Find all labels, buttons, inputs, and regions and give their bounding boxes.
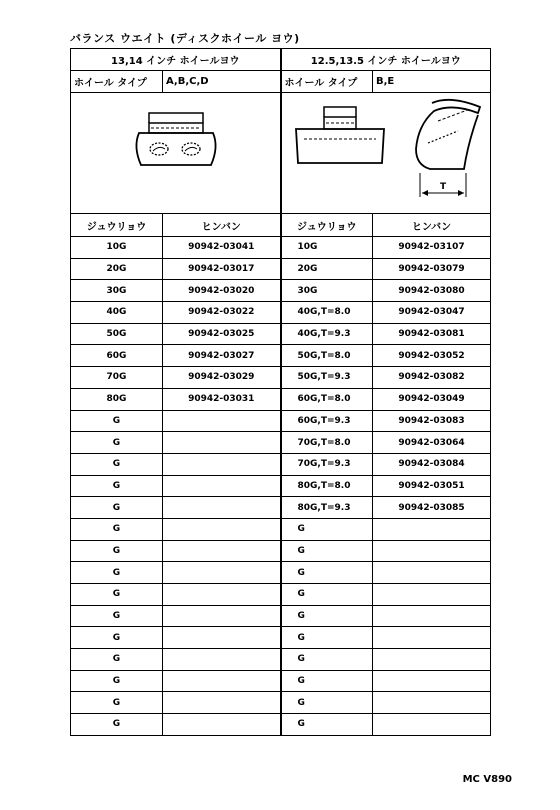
right-weight-cell: G xyxy=(281,584,373,606)
right-weight-cell: 70G,T=9.3 xyxy=(281,453,373,475)
right-weight-cell: G xyxy=(281,670,373,692)
right-weight-cell: 50G,T=9.3 xyxy=(281,367,373,389)
left-weight-cell: G xyxy=(71,562,163,584)
table-row xyxy=(71,584,491,606)
left-part-no-cell xyxy=(163,627,281,649)
table-row xyxy=(71,562,491,584)
left-part-no-cell xyxy=(163,518,281,540)
left-part-no-cell: 90942-03029 xyxy=(163,367,281,389)
left-part-no-cell: 90942-03027 xyxy=(163,345,281,367)
left-part-no-cell xyxy=(163,475,281,497)
right-weight-cell: 80G,T=8.0 xyxy=(281,475,373,497)
left-wheel-type-label: ホイール タイプ xyxy=(71,71,163,93)
table-row xyxy=(71,670,491,692)
table-row xyxy=(71,627,491,649)
left-part-no-column-header: ヒンバン xyxy=(163,214,281,237)
table-row xyxy=(71,432,491,454)
left-wheel-type-value: A,B,C,D xyxy=(163,71,281,93)
page-title: バランス ウエイト (ディスクホイール ヨウ) xyxy=(70,32,300,45)
right-part-no-cell xyxy=(373,692,491,714)
left-weight-cell: G xyxy=(71,518,163,540)
right-weight-diagram xyxy=(281,93,491,214)
right-weight-cell: 80G,T=9.3 xyxy=(281,497,373,519)
right-part-no-cell: 90942-03080 xyxy=(373,280,491,302)
right-part-no-cell: 90942-03052 xyxy=(373,345,491,367)
left-part-no-cell xyxy=(163,692,281,714)
right-weight-cell: 40G,T=8.0 xyxy=(281,302,373,324)
right-weight-cell: 70G,T=8.0 xyxy=(281,432,373,454)
left-weight-cell: 30G xyxy=(71,280,163,302)
table-row xyxy=(71,388,491,410)
right-weight-cell: 10G xyxy=(281,237,373,259)
right-part-no-cell xyxy=(373,627,491,649)
left-weight-cell: G xyxy=(71,649,163,671)
dimension-t-label: T xyxy=(439,182,446,192)
table-row xyxy=(71,367,491,389)
right-weight-cell: 30G xyxy=(281,280,373,302)
left-part-no-cell: 90942-03022 xyxy=(163,302,281,324)
table-row xyxy=(71,258,491,280)
left-part-no-cell xyxy=(163,497,281,519)
left-weight-cell: G xyxy=(71,584,163,606)
table-row xyxy=(71,280,491,302)
right-weight-cell: G xyxy=(281,540,373,562)
right-part-no-cell xyxy=(373,649,491,671)
right-part-no-cell: 90942-03083 xyxy=(373,410,491,432)
table-row xyxy=(71,649,491,671)
left-weight-cell: 70G xyxy=(71,367,163,389)
right-part-no-cell: 90942-03049 xyxy=(373,388,491,410)
right-part-no-cell xyxy=(373,670,491,692)
right-weight-cell: G xyxy=(281,562,373,584)
left-weight-cell: G xyxy=(71,692,163,714)
left-size-header: 13,14 インチ ホイールヨウ xyxy=(71,49,281,71)
right-part-no-cell: 90942-03064 xyxy=(373,432,491,454)
table-row xyxy=(71,302,491,324)
left-weight-column-header: ジュウリョウ xyxy=(71,214,163,237)
table-row xyxy=(71,714,491,736)
table-row xyxy=(71,497,491,519)
right-part-no-cell xyxy=(373,540,491,562)
right-part-no-cell xyxy=(373,562,491,584)
right-part-no-cell xyxy=(373,584,491,606)
weight-rows xyxy=(71,237,491,736)
left-weight-cell: G xyxy=(71,453,163,475)
table-row xyxy=(71,475,491,497)
left-part-no-cell: 90942-03017 xyxy=(163,258,281,280)
right-part-no-column-header: ヒンバン xyxy=(373,214,491,237)
table-row xyxy=(71,540,491,562)
left-weight-cell: G xyxy=(71,714,163,736)
left-weight-cell: 10G xyxy=(71,237,163,259)
right-weight-cell: G xyxy=(281,518,373,540)
right-weight-cell: G xyxy=(281,605,373,627)
left-weight-cell: 40G xyxy=(71,302,163,324)
document-code: MC V890 xyxy=(462,774,512,785)
clip-weight-illustration xyxy=(71,93,281,213)
left-part-no-cell xyxy=(163,432,281,454)
left-part-no-cell xyxy=(163,540,281,562)
left-part-no-cell xyxy=(163,584,281,606)
right-wheel-type-label: ホイール タイプ xyxy=(281,71,373,93)
left-weight-cell: G xyxy=(71,432,163,454)
right-weight-cell: G xyxy=(281,714,373,736)
left-weight-cell: G xyxy=(71,540,163,562)
left-part-no-cell xyxy=(163,714,281,736)
left-weight-diagram xyxy=(71,93,281,214)
right-wheel-type-value: B,E xyxy=(373,71,491,93)
left-part-no-cell: 90942-03020 xyxy=(163,280,281,302)
right-part-no-cell: 90942-03047 xyxy=(373,302,491,324)
left-part-no-cell xyxy=(163,410,281,432)
left-weight-cell: G xyxy=(71,410,163,432)
left-part-no-cell: 90942-03041 xyxy=(163,237,281,259)
right-size-header: 12.5,13.5 インチ ホイールヨウ xyxy=(281,49,491,71)
right-part-no-cell: 90942-03051 xyxy=(373,475,491,497)
table-row xyxy=(71,237,491,259)
right-weight-cell: 60G,T=9.3 xyxy=(281,410,373,432)
left-weight-cell: 60G xyxy=(71,345,163,367)
balance-weight-table xyxy=(70,48,491,736)
left-weight-cell: 20G xyxy=(71,258,163,280)
left-part-no-cell xyxy=(163,605,281,627)
right-part-no-cell: 90942-03084 xyxy=(373,453,491,475)
left-weight-cell: G xyxy=(71,670,163,692)
left-part-no-cell xyxy=(163,649,281,671)
right-part-no-cell: 90942-03082 xyxy=(373,367,491,389)
right-weight-cell: 60G,T=8.0 xyxy=(281,388,373,410)
table-row xyxy=(71,605,491,627)
left-weight-cell: G xyxy=(71,605,163,627)
right-weight-cell: G xyxy=(281,627,373,649)
left-weight-cell: G xyxy=(71,627,163,649)
right-weight-cell: G xyxy=(281,649,373,671)
left-part-no-cell xyxy=(163,670,281,692)
table-row xyxy=(71,345,491,367)
left-weight-cell: G xyxy=(71,497,163,519)
table-row xyxy=(71,518,491,540)
right-weight-cell: G xyxy=(281,692,373,714)
right-part-no-cell: 90942-03079 xyxy=(373,258,491,280)
left-weight-cell: 80G xyxy=(71,388,163,410)
left-weight-cell: 50G xyxy=(71,323,163,345)
right-part-no-cell: 90942-03085 xyxy=(373,497,491,519)
right-part-no-cell xyxy=(373,605,491,627)
clip-weight-profile-illustration xyxy=(282,93,491,213)
right-part-no-cell: 90942-03081 xyxy=(373,323,491,345)
right-part-no-cell: 90942-03107 xyxy=(373,237,491,259)
left-part-no-cell xyxy=(163,453,281,475)
table-row xyxy=(71,453,491,475)
right-part-no-cell xyxy=(373,518,491,540)
left-weight-cell: G xyxy=(71,475,163,497)
right-weight-cell: 40G,T=9.3 xyxy=(281,323,373,345)
left-part-no-cell: 90942-03031 xyxy=(163,388,281,410)
right-part-no-cell xyxy=(373,714,491,736)
left-part-no-cell: 90942-03025 xyxy=(163,323,281,345)
table-row xyxy=(71,692,491,714)
table-row xyxy=(71,410,491,432)
right-weight-cell: 50G,T=8.0 xyxy=(281,345,373,367)
right-weight-cell: 20G xyxy=(281,258,373,280)
right-weight-column-header: ジュウリョウ xyxy=(281,214,373,237)
left-part-no-cell xyxy=(163,562,281,584)
table-row xyxy=(71,323,491,345)
